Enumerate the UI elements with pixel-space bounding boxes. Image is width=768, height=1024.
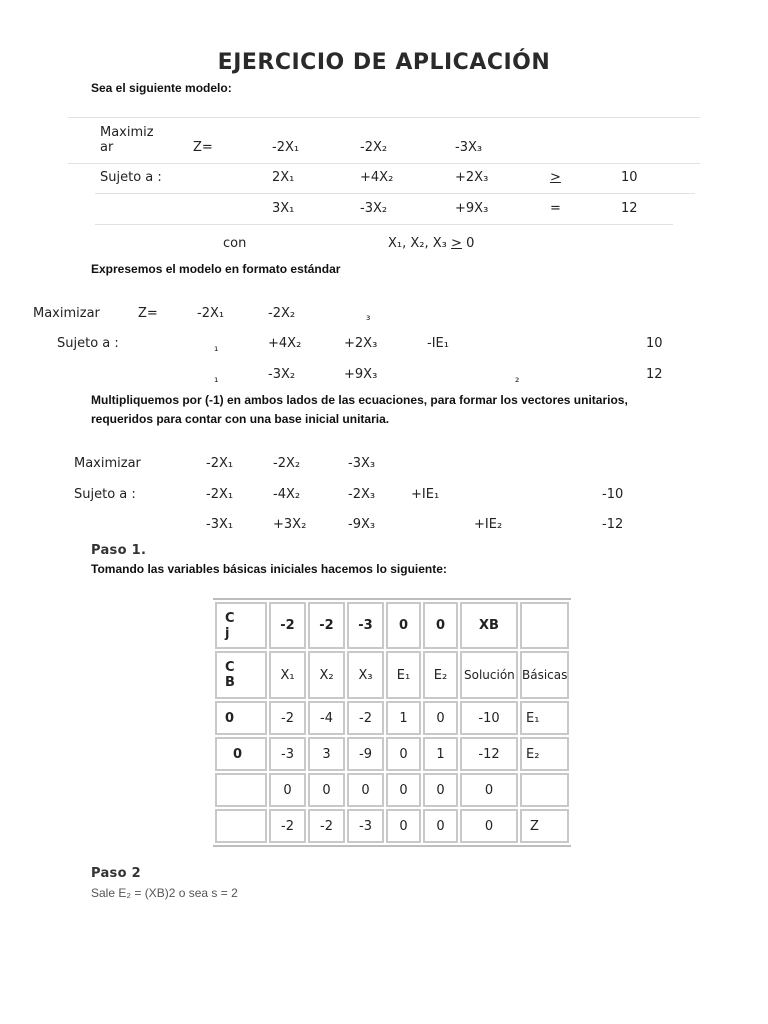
table-cell: -2 <box>347 701 384 735</box>
constraint1-term-3: +2X₃ <box>455 170 489 185</box>
intro-text: Sea el siguiente modelo: <box>91 81 232 95</box>
cj-label: C j <box>215 602 267 649</box>
std-obj-term-3: ₃ <box>366 310 371 323</box>
table-cell: -3 <box>269 737 306 771</box>
basicas-header: Básicas <box>520 651 569 699</box>
step-1-heading: Paso 1. <box>91 543 147 558</box>
mult-c2-term-1: -3X₁ <box>206 517 234 532</box>
mult-c1-term-2: -4X₂ <box>273 487 301 502</box>
table-cell: -2 <box>269 701 306 735</box>
table-cell: 0 <box>386 737 421 771</box>
constraint1-relation: > <box>550 170 561 185</box>
table-cell <box>520 773 569 807</box>
constraint-label: Sujeto a : <box>100 170 162 185</box>
std-c1-term-2: +4X₂ <box>268 336 302 351</box>
table-cell: -10 <box>460 701 518 735</box>
table-cell: -2 <box>308 809 345 843</box>
divider <box>68 163 700 164</box>
table-cell: -3 <box>347 602 384 649</box>
table-cell: 0 <box>215 701 267 735</box>
table-row <box>215 809 569 843</box>
table-cell: 0 <box>423 602 458 649</box>
mult-c2-rhs: -12 <box>602 517 624 532</box>
constraint2-relation: = <box>550 201 561 216</box>
mult-c1-term-3: -2X₃ <box>348 487 376 502</box>
table-cell: 0 <box>386 602 421 649</box>
table-cell: -3 <box>347 809 384 843</box>
constraint1-term-2: +4X₂ <box>360 170 394 185</box>
table-header-row <box>215 602 569 649</box>
table-cell: -2 <box>269 602 306 649</box>
table-cell: 1 <box>423 737 458 771</box>
objective-label: Maximiz ar <box>100 125 154 155</box>
std-obj-label: Maximizar <box>33 306 100 321</box>
table-row <box>215 737 569 771</box>
std-c1-term-4: -IE₁ <box>427 336 449 351</box>
std-c1-term-1: ₁ <box>214 341 219 354</box>
table-cell: 0 <box>386 773 421 807</box>
multiply-text-line-1: Multipliquemos por (-1) en ambos lados de las ecuaciones, para formar los vectores unitarios, <box>91 393 628 407</box>
table-cell: X₁ <box>269 651 306 699</box>
table-cell: -2 <box>269 809 306 843</box>
table-cell: 1 <box>386 701 421 735</box>
std-c2-term-1: ₁ <box>214 372 219 385</box>
page-title: EJERCICIO DE APLICACIÓN <box>217 50 551 75</box>
mult-obj-label: Maximizar <box>74 456 141 471</box>
xb-header: XB <box>460 602 518 649</box>
std-c1-term-3: +2X₃ <box>344 336 378 351</box>
divider <box>95 193 695 194</box>
step-1-text: Tomando las variables básicas iniciales hacemos lo siguiente: <box>91 562 447 576</box>
std-c1-rhs: 10 <box>646 336 663 351</box>
solucion-header: Solución <box>460 651 518 699</box>
table-cell <box>215 809 267 843</box>
table-cell <box>215 773 267 807</box>
mult-c1-term-4: +IE₁ <box>411 487 440 502</box>
objective-term-3: -3X₃ <box>455 140 483 155</box>
table-cell: -12 <box>460 737 518 771</box>
table-cell: 0 <box>347 773 384 807</box>
table-cell: E₂ <box>520 737 569 771</box>
divider <box>95 224 673 225</box>
mult-obj-term-1: -2X₁ <box>206 456 234 471</box>
table-cell: E₁ <box>386 651 421 699</box>
table-cell: 0 <box>423 809 458 843</box>
std-obj-z: Z= <box>138 306 158 321</box>
table-cell: X₃ <box>347 651 384 699</box>
table-cell: 3 <box>308 737 345 771</box>
nonneg-label: con <box>223 236 247 251</box>
mult-c2-term-3: -9X₃ <box>348 517 376 532</box>
table-cell: -2 <box>308 602 345 649</box>
mult-obj-term-3: -3X₃ <box>348 456 376 471</box>
table-cell: -4 <box>308 701 345 735</box>
constraint1-rhs: 10 <box>621 170 638 185</box>
mult-c1-term-1: -2X₁ <box>206 487 234 502</box>
table-row <box>215 701 569 735</box>
constraint1-term-1: 2X₁ <box>272 170 295 185</box>
step-2-text: Sale E₂ = (XB)2 o sea s = 2 <box>91 886 238 900</box>
table-cell: -9 <box>347 737 384 771</box>
std-c2-term-2: -3X₂ <box>268 367 296 382</box>
divider <box>68 117 700 118</box>
std-obj-term-1: -2X₁ <box>197 306 225 321</box>
table-cell: X₂ <box>308 651 345 699</box>
table-cell: 0 <box>308 773 345 807</box>
objective-z: Z= <box>193 140 213 155</box>
objective-term-2: -2X₂ <box>360 140 388 155</box>
multiply-text-line-2: requeridos para contar con una base inicial unitaria. <box>91 412 390 426</box>
constraint2-term-1: 3X₁ <box>272 201 295 216</box>
std-c2-rhs: 12 <box>646 367 663 382</box>
mult-c1-rhs: -10 <box>602 487 624 502</box>
table-cell: 0 <box>423 773 458 807</box>
step-2-heading: Paso 2 <box>91 866 141 881</box>
cb-label: C B <box>215 651 267 699</box>
std-c2-term-4: ₂ <box>515 372 520 385</box>
table-cell: 0 <box>386 809 421 843</box>
std-obj-term-2: -2X₂ <box>268 306 296 321</box>
table-cell: E₂ <box>423 651 458 699</box>
mult-obj-term-2: -2X₂ <box>273 456 301 471</box>
constraint2-term-3: +9X₃ <box>455 201 489 216</box>
table-row <box>215 773 569 807</box>
constraint2-rhs: 12 <box>621 201 638 216</box>
table-cell: 0 <box>269 773 306 807</box>
mult-c1-label: Sujeto a : <box>74 487 136 502</box>
table-subheader-row <box>215 651 569 699</box>
simplex-table <box>213 598 571 847</box>
std-c2-term-3: +9X₃ <box>344 367 378 382</box>
table-cell: 0 <box>215 737 267 771</box>
table-cell: 0 <box>460 773 518 807</box>
table-cell: Z <box>520 809 569 843</box>
mult-c2-term-4: +IE₂ <box>474 517 503 532</box>
constraint2-term-2: -3X₂ <box>360 201 388 216</box>
std-c1-label: Sujeto a : <box>57 336 119 351</box>
objective-term-1: -2X₁ <box>272 140 300 155</box>
nonneg-condition: X₁, X₂, X₃ > 0 <box>388 236 475 251</box>
table-cell: E₁ <box>520 701 569 735</box>
table-cell: 0 <box>423 701 458 735</box>
standard-intro: Expresemos el modelo en formato estándar <box>91 262 341 276</box>
table-cell: 0 <box>460 809 518 843</box>
table-cell <box>520 602 569 649</box>
mult-c2-term-2: +3X₂ <box>273 517 307 532</box>
